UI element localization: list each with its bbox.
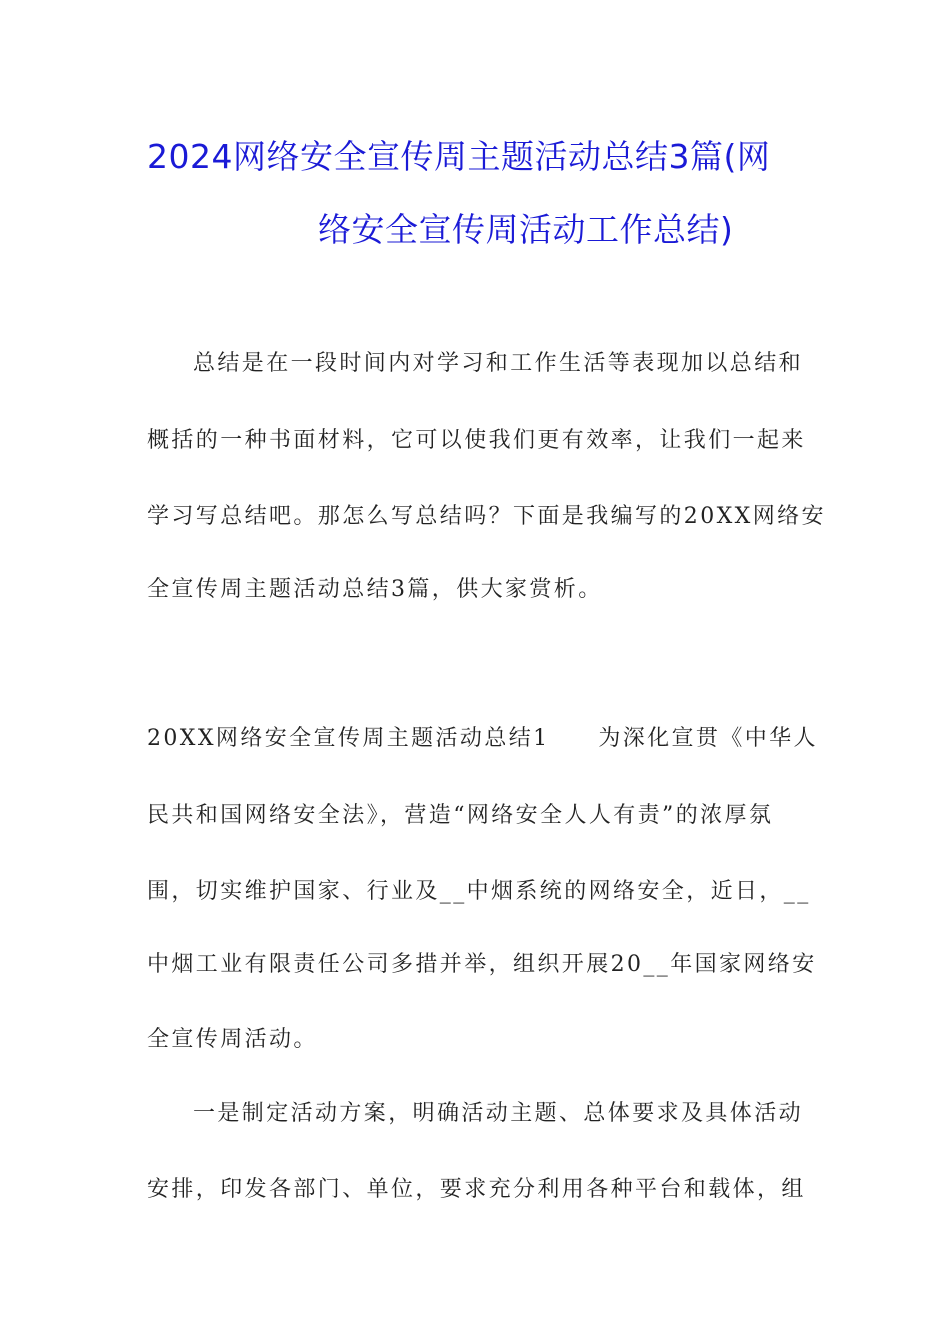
section1-line-5: 全宣传周活动。	[147, 1027, 318, 1052]
intro-line-2: 概括的一种书面材料，它可以使我们更有效率，让我们一起来	[147, 428, 806, 453]
section1-line-2: 民共和国网络安全法》，营造“网络安全人人有责”的浓厚氛	[147, 803, 774, 828]
intro-line-1: 总结是在一段时间内对学习和工作生活等表现加以总结和	[193, 351, 804, 376]
section1-line-3: 围，切实维护国家、行业及__中烟系统的网络安全，近日，__	[147, 879, 811, 904]
document-title-line-2: 络安全宣传周活动工作总结)	[318, 210, 734, 249]
section1-line-1: 20XX网络安全宣传周主题活动总结1 为深化宣贯《中华人	[147, 726, 818, 751]
section1-line-4: 中烟工业有限责任公司多措并举，组织开展20__年国家网络安	[147, 952, 817, 977]
para2-line-2: 安排，印发各部门、单位，要求充分利用各种平台和载体，组	[147, 1177, 806, 1202]
para2-line-1: 一是制定活动方案，明确活动主题、总体要求及具体活动	[193, 1101, 804, 1126]
intro-line-4: 全宣传周主题活动总结3篇，供大家赏析。	[147, 577, 603, 602]
document-title-line-1: 2024网络安全宣传周主题活动总结3篇(网	[147, 137, 771, 176]
intro-line-3: 学习写总结吧。那怎么写总结吗？下面是我编写的20XX网络安	[147, 504, 826, 529]
